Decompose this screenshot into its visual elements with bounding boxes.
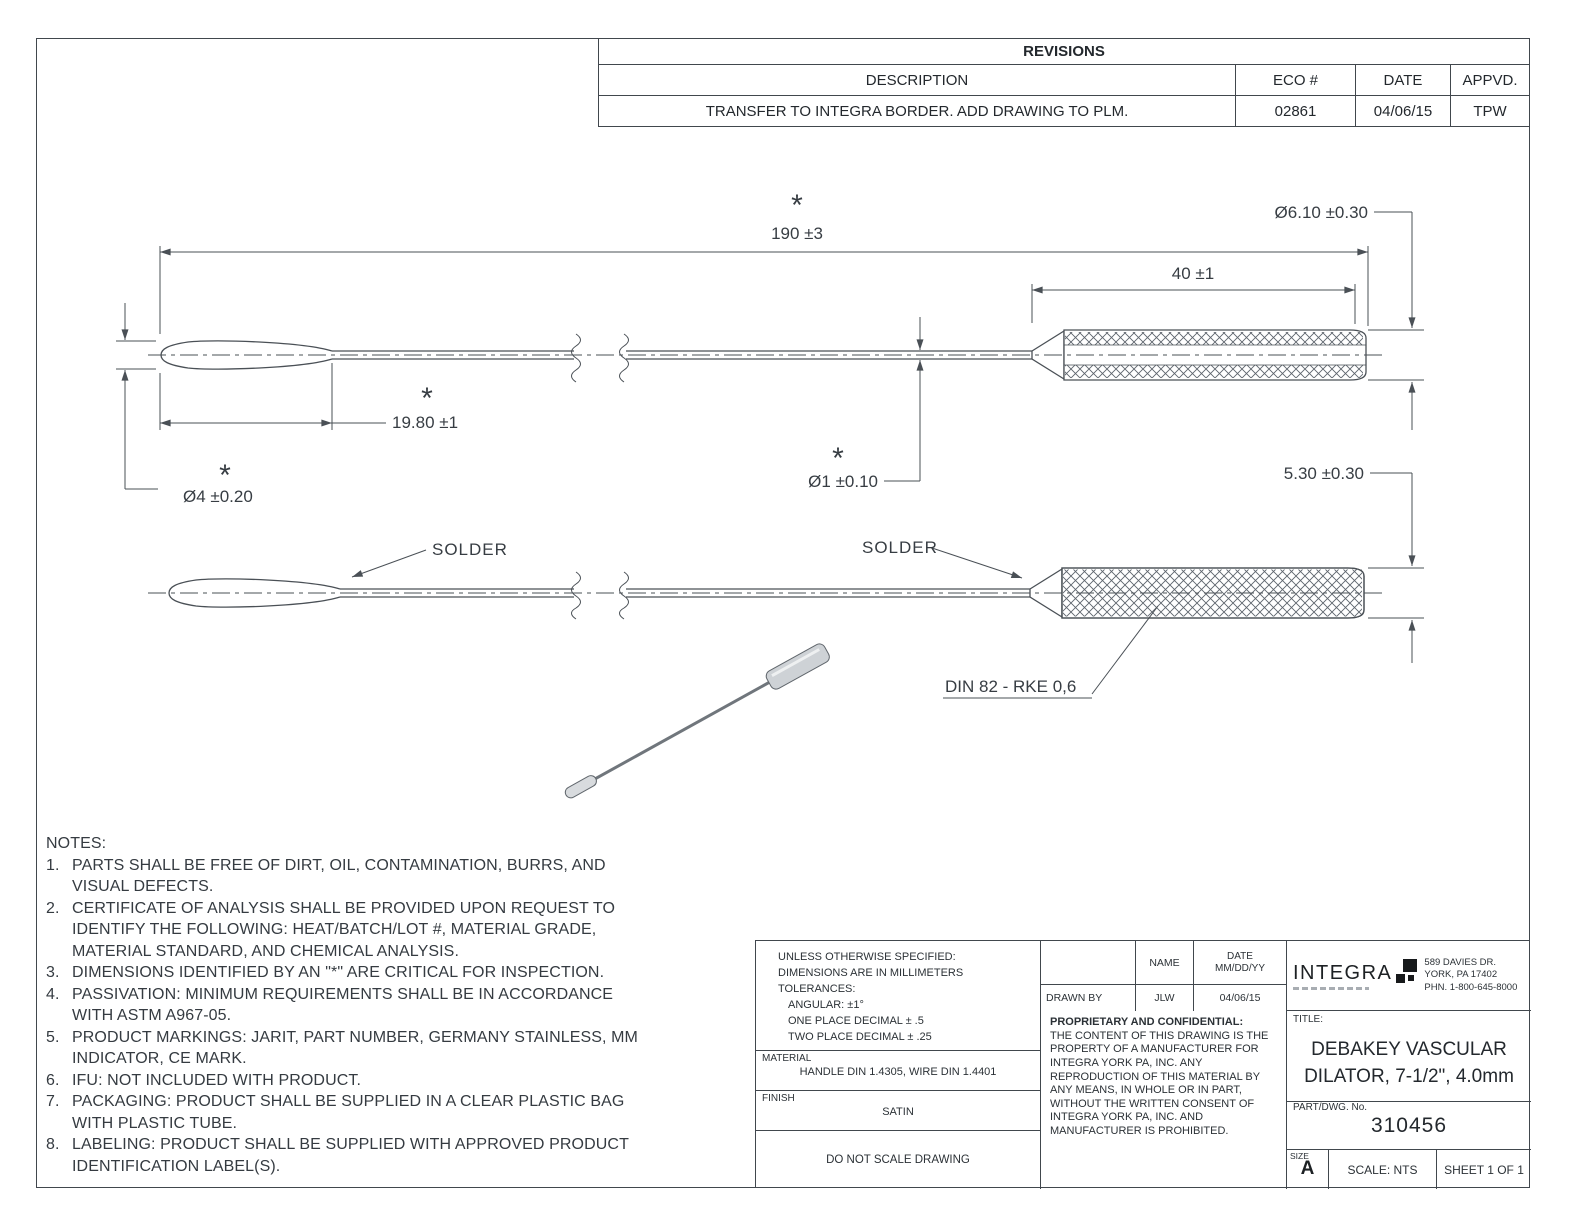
part-number: 310456 [1370,1114,1448,1137]
finish-block [756,1091,1041,1131]
break-line [572,572,581,619]
note-number: 6. [46,1071,60,1089]
title-block-right [1286,941,1531,1189]
material-block [756,1051,1041,1091]
asterisk-tip-length: * [421,382,433,415]
proprietary-body: THE CONTENT OF THIS DRAWING IS THE PROPERTY OF A MANUFACTURER FOR INTEGRA YORK PA, INC. ANY REPRODUCTION OF THIS MATERIAL BY ANY MEANS, IN WHOLE OR IN PART, WITHOUT THE WRITTEN CONSENT OF INTEGRA YORK PA, INC. AND MANUFACTURER IS PROHIBITED. [1050,1029,1269,1137]
brand-address [1424,957,1517,994]
date-column-header [1194,941,1286,985]
size-value: A [1300,1158,1315,1179]
revisions-col-description: DESCRIPTION [599,65,1236,95]
integra-wordmark: INTEGRA [1293,961,1393,984]
brand-tagline [1293,987,1369,990]
note-number: 5. [46,1028,60,1046]
notes-heading: NOTES: [46,835,107,852]
revision-description: TRANSFER TO INTEGRA BORDER. ADD DRAWING TO PLM. [599,96,1236,126]
signature-blank-cell [1041,941,1136,985]
knurl-spec-label: DIN 82 - RKE 0,6 [945,677,1077,696]
dim-handle-end: 5.30 ±0.30 [1283,464,1364,483]
drawn-by-name: JLW [1136,985,1194,1011]
note-text: PACKAGING: PRODUCT SHALL BE SUPPLIED IN A CLEAR PLASTIC BAG WITH PLASTIC TUBE. [72,1093,625,1132]
knurl-band-top [1065,332,1363,345]
note-number: 4. [46,985,60,1003]
note-text: PASSIVATION: MINIMUM REQUIREMENTS SHALL BE IN ACCORDANCE WITH ASTM A967-05. [72,985,614,1024]
revisions-header-row [599,65,1529,96]
note-item [46,898,652,963]
address-line: PHN. 1-800-645-8000 [1424,981,1518,993]
note-item [46,1070,652,1092]
title-block [755,940,1530,1188]
revisions-col-date: DATE [1356,65,1451,95]
revisions-table [598,38,1530,127]
revisions-col-eco: ECO # [1236,65,1356,95]
spec-line: DIMENSIONS ARE IN MILLIMETERS [778,966,964,979]
note-number: 3. [46,964,60,981]
title-label: TITLE: [1293,1014,1324,1025]
solder-label-right: SOLDER [862,538,938,557]
note-item [46,962,652,984]
part-number-block [1287,1101,1531,1149]
note-item [46,1134,652,1177]
isometric-view [561,642,831,804]
dim-wire-diameter: Ø1 ±0.10 [808,472,878,491]
dim-overall-length: 190 ±3 [771,224,823,243]
address-line: YORK, PA 17402 [1424,969,1498,981]
spec-line: ONE PLACE DECIMAL ± .5 [788,1014,924,1027]
address-line: 589 DAVIES DR. [1424,956,1497,968]
note-number: 8. [46,1136,60,1153]
note-text: DIMENSIONS IDENTIFIED BY AN "*" ARE CRITICAL FOR INSPECTION. [72,964,605,981]
note-text: IFU: NOT INCLUDED WITH PRODUCT. [72,1071,362,1089]
notes-section [46,833,652,1177]
knurl-leader [1092,606,1158,694]
drawn-by-date: 04/06/15 [1219,992,1261,1004]
dim-tip-length: 19.80 ±1 [392,413,459,432]
dimension-lines [116,212,1424,698]
solder-leader-right [932,548,1022,578]
asterisk-overall: * [791,189,803,222]
note-text: CERTIFICATE OF ANALYSIS SHALL BE PROVIDED UPON REQUEST TO IDENTIFY THE FOLLOWING: HEAT/BATCH/LOT #, MATERIAL GRADE, MATERIAL STANDARD, AND CHEMICAL ANALYSIS. [72,899,616,960]
finish-label: FINISH [762,1093,795,1104]
knurl-band-bottom [1065,365,1363,378]
revisions-title: REVISIONS [599,39,1529,65]
dim-handle-length: 40 ±1 [1171,264,1215,283]
finish-value: SATIN [882,1106,914,1118]
drawing-title-block [1287,1011,1531,1101]
title-block-footer [1287,1149,1531,1189]
proprietary-heading: PROPRIETARY AND CONFIDENTIAL: [1050,1016,1244,1028]
date-header-line1: DATE [1227,951,1253,962]
note-text: PARTS SHALL BE FREE OF DIRT, OIL, CONTAMINATION, BURRS, AND VISUAL DEFECTS. [72,856,606,895]
note-number: 7. [46,1093,60,1110]
sheet-block: SHEET 1 OF 1 [1444,1162,1524,1177]
break-line [620,572,629,619]
note-text: LABELING: PRODUCT SHALL BE SUPPLIED WITH APPROVED PRODUCT IDENTIFICATION LABEL(S). [72,1136,629,1175]
note-number: 2. [46,899,60,917]
note-item [46,984,652,1027]
note-text: PRODUCT MARKINGS: JARIT, PART NUMBER, GERMANY STAINLESS, MM INDICATOR, CE MARK. [72,1028,638,1067]
break-line [620,334,629,382]
signature-table [1041,941,1286,1011]
integra-logo-icon [1394,959,1418,985]
spec-line: TWO PLACE DECIMAL ± .25 [788,1030,932,1043]
side-view-top [161,330,1366,382]
solder-leader-left [352,550,426,577]
part-number-label: PART/DWG. No. [1293,1102,1368,1113]
spec-line: TOLERANCES: [778,982,856,995]
drawing-title: DEBAKEY VASCULAR DILATOR, 7-1/2", 4.0mm [1304,1039,1514,1087]
proprietary-notice [1041,1011,1286,1189]
revision-appvd: TPW [1473,102,1507,120]
note-number: 1. [46,856,60,874]
dim-tip-diameter: Ø4 ±0.20 [183,487,253,506]
drawn-by-label: DRAWN BY [1041,985,1136,1011]
note-item [46,1027,652,1070]
revision-date: 04/06/15 [1356,96,1451,126]
revisions-col-appvd: APPVD. [1462,71,1518,89]
brand-block [1287,941,1531,1011]
iso-tip [563,774,598,800]
size-block [1287,1150,1329,1189]
note-item [46,1091,652,1134]
dim-handle-diameter: Ø6.10 ±0.30 [1274,203,1368,222]
revisions-data-row [599,96,1529,126]
revision-eco: 02861 [1236,96,1356,126]
date-header-line2: MM/DD/YY [1215,962,1265,974]
note-item [46,855,652,898]
solder-label-left: SOLDER [432,540,508,559]
do-not-scale-note: DO NOT SCALE DRAWING [756,1131,1041,1189]
tolerance-block [756,941,1041,1051]
asterisk-wire-diameter: * [832,442,844,475]
asterisk-tip-diameter: * [219,459,231,492]
side-view-bottom [169,568,1364,619]
break-line [572,334,581,382]
dimension-labels [183,189,1368,696]
spec-line: ANGULAR: ±1° [788,998,864,1011]
spec-line: UNLESS OTHERWISE SPECIFIED: [778,951,956,963]
name-column-header: NAME [1136,941,1194,985]
iso-wire [592,681,772,781]
material-value: HANDLE DIN 1.4305, WIRE DIN 1.4401 [799,1066,997,1078]
size-label: SIZE [1290,1151,1309,1161]
scale-block: SCALE: NTS [1329,1150,1437,1189]
material-label: MATERIAL [762,1053,812,1064]
iso-handle [764,642,831,691]
